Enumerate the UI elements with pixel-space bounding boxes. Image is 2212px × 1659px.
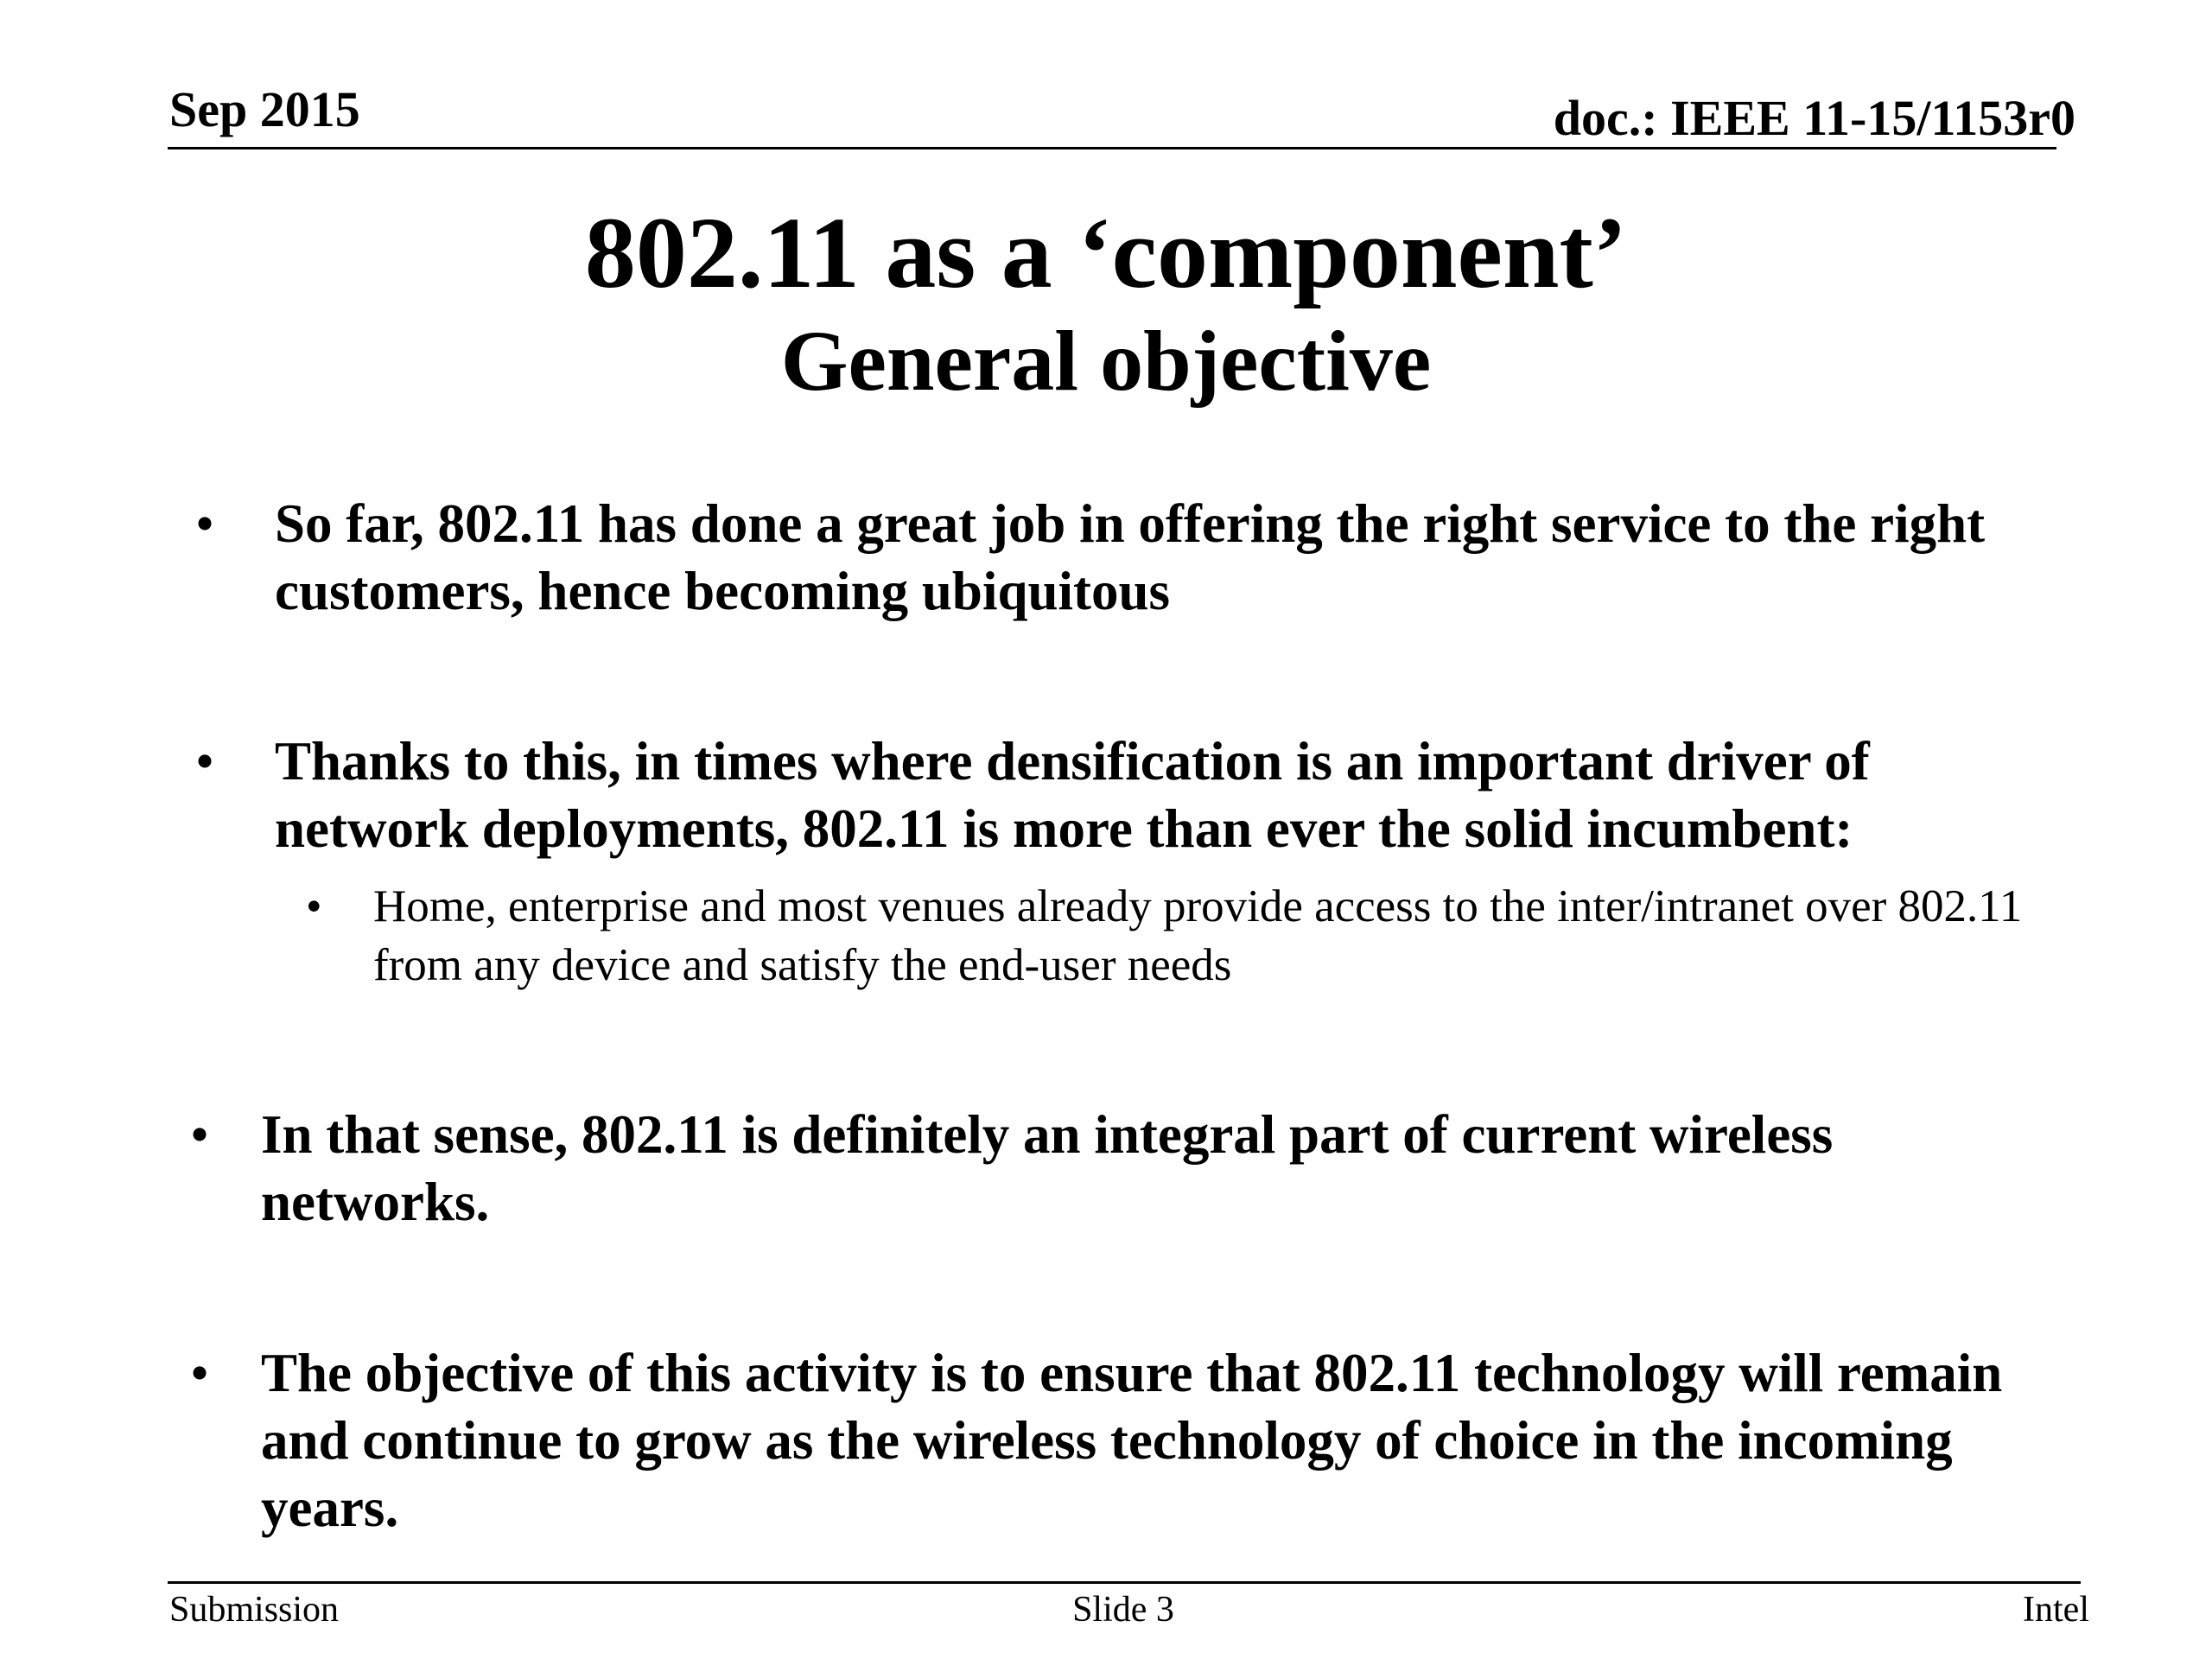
bullet-text: In that sense, 802.11 is definitely an integral part of current wireless networks. (261, 1104, 1834, 1232)
header-date: Sep 2015 (169, 81, 360, 137)
bullet-text: The objective of this activity is to ensure that 802.11 technology will remain and continue to grow as the wireless technology of choice in the incoming years. (261, 1343, 2003, 1538)
slide-subtitle: General objective (780, 313, 1432, 409)
bullet-marker: • (190, 1104, 210, 1165)
bullet-item (195, 490, 2072, 625)
header-doc-id: doc.: IEEE 11-15/1153r0 (1553, 90, 2075, 146)
footer-submission: Submission (169, 1590, 340, 1630)
bullet-text: Thanks to this, in times where densification is an important driver of network deployments, 802.11 is more than ever the solid incumbent: (275, 731, 1870, 859)
bullet-item (190, 1339, 2058, 1541)
bullet-item (195, 728, 2072, 862)
header-divider (168, 147, 2056, 149)
bullet-marker: • (195, 493, 215, 554)
sub-bullet-text: Home, enterprise and most venues already provide access to the inter/intranet over 802.11 from any device and satisfy the end-user needs (373, 881, 2023, 990)
sub-bullet-item (306, 877, 2067, 995)
bullet-marker: • (195, 731, 215, 791)
slide-title: 802.11 as a ‘component’ (584, 196, 1628, 309)
footer-slide-number: Slide 3 (1072, 1590, 1174, 1630)
footer-divider (168, 1581, 2081, 1584)
bullet-text: So far, 802.11 has done a great job in offering the right service to the right customers, hence becoming ubiquitous (275, 493, 1986, 621)
sub-bullet-marker: • (306, 881, 322, 931)
footer-company: Intel (2023, 1590, 2089, 1630)
bullet-marker: • (190, 1343, 210, 1403)
bullet-item (190, 1101, 2058, 1236)
